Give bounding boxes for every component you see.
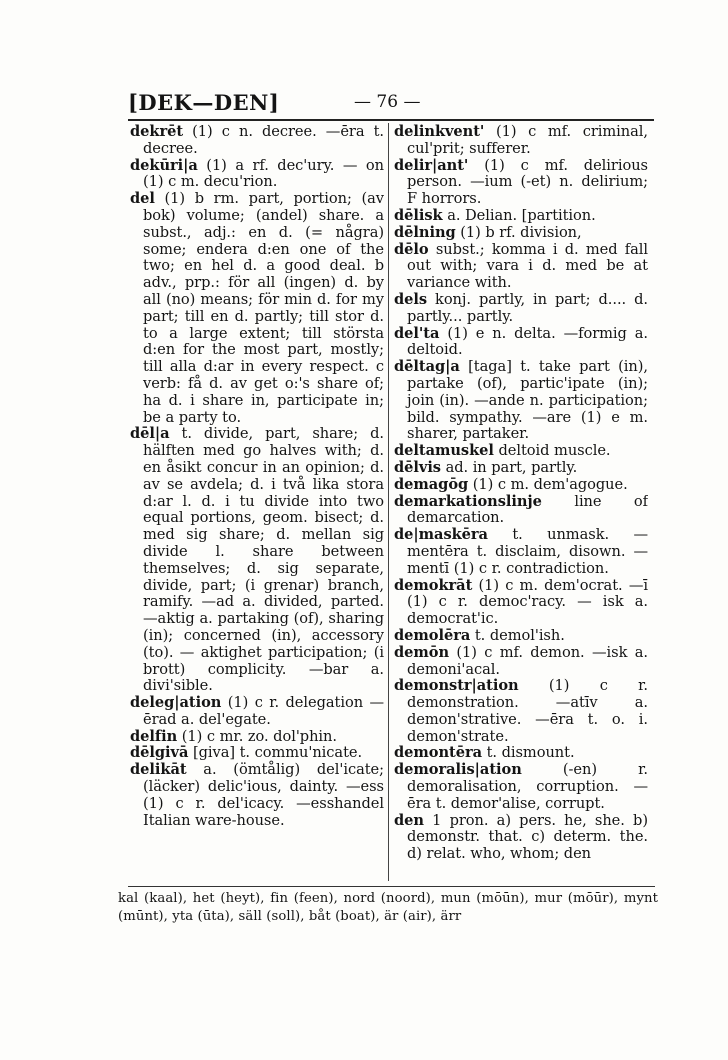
entry-text: (1) c mr. zo. dol'phin.	[177, 727, 337, 745]
headword: demokrāt	[394, 576, 473, 594]
headword: deleg|ation	[130, 694, 222, 712]
entry-text: (1) b rm. part, portion; (av bok) volume; (andel) share. a subst., adj.: en d. (= några) some; endera d:en one of the two; en hel d. a good deal. b adv., prp.: för all (ingen) d. by all (no) means; för min d. for my part; till en d. partly; till stor d. to a large extent; till största d:en for the most part, mostly; till alla d:ar in every respect. c verb: få d. av get o:'s share of; ha d. i share in, participate in; be a party to.	[143, 190, 384, 426]
header-range: [DEK—DEN]	[128, 90, 280, 115]
page-header	[128, 90, 568, 120]
headword: dēltag|a	[394, 358, 460, 376]
dictionary-entry	[394, 527, 648, 577]
headword: dēlo	[394, 240, 429, 258]
dictionary-entry	[394, 578, 648, 628]
headword: demontēra	[394, 744, 482, 762]
headword: demoralis|ation	[394, 761, 522, 779]
entry-text: t. divide, part, share; d. hälften med go halves with; d. en åsikt concur in an opinion; d. av se avdela; d. i två lika stora d:ar l. d. i tu divide into two equal portions, geom. bisect; d. med sig share; d. mellan sig divide l. share between themselves; d. sig separate, divide, part; (i grenar) branch, ramify. —ad a. divided, parted. —aktig a. partaking (of), sharing (in); concerned (in), accessory (to). — aktighet participation; (i brott) complicity. —bar a. divi'sible.	[143, 425, 384, 695]
entry-text: (1) a rf. dec'ury. — on (1) c m. decu'rion.	[143, 156, 384, 191]
headword: delinkvent'	[394, 124, 485, 140]
dictionary-entry	[394, 678, 648, 745]
headword: dēlvis	[394, 458, 441, 476]
dictionary-entry	[394, 628, 648, 645]
headword: demonstr|ation	[394, 677, 519, 695]
header-rule	[128, 119, 654, 121]
entry-text: line of demarcation.	[407, 492, 648, 527]
dictionary-entry	[394, 443, 648, 460]
entry-text: t. unmask. —mentēra t. disclaim, disown. — mentī (1) c r. contradiction.	[407, 526, 648, 577]
headword: delfin	[130, 727, 178, 745]
headword: demōn	[394, 643, 450, 661]
headword: del	[130, 190, 155, 208]
entry-text: (1) c mf. criminal, cul'prit; sufferer.	[407, 124, 648, 157]
dictionary-entry	[394, 292, 648, 326]
entry-text: (1) c r. demonstration. —atīv a. demon'strative. —ēra t. o. i. demon'strate.	[407, 677, 648, 745]
dictionary-entry	[394, 762, 648, 812]
entry-text: (1) c mf. delirious person. —ium (-et) n. delirium; F horrors.	[407, 156, 648, 208]
entry-text: konj. partly, in part; d.... d. partly... partly.	[407, 290, 648, 325]
left-column	[130, 124, 384, 884]
entry-text: ad. in part, partly.	[440, 458, 578, 476]
headword: dēlgivā	[130, 744, 189, 762]
dictionary-entry	[130, 762, 384, 829]
headword: dēlning	[394, 223, 456, 241]
dictionary-entry	[394, 477, 648, 494]
headword: demagōg	[394, 475, 469, 493]
dictionary-entry	[394, 813, 648, 863]
headword: dekūri|a	[130, 156, 198, 174]
dictionary-entry	[130, 729, 384, 746]
headword: dekrēt	[130, 124, 184, 140]
dictionary-entry	[130, 426, 384, 695]
headword: delir|ant'	[394, 156, 469, 174]
entry-text: a. (ömtålig) del'icate; (läcker) delic'ious, dainty. —ess (1) c r. del'icacy. —esshandel Italian ware-house.	[143, 761, 384, 829]
entry-text: subst.; komma i d. med fall out with; vara i d. med be at variance with.	[407, 240, 648, 292]
dictionary-entry	[394, 242, 648, 292]
entry-text: deltoid muscle.	[493, 442, 611, 460]
dictionary-entry	[130, 695, 384, 729]
headword: del'ta	[394, 324, 440, 342]
entry-text: t. dismount.	[482, 744, 575, 762]
dictionary-entry	[394, 158, 648, 208]
entry-text: (1) b rf. division,	[455, 223, 582, 241]
dictionary-entry	[394, 645, 648, 679]
dictionary-entry	[394, 494, 648, 528]
entry-text: [taga] t. take part (in), partake (of), partic'ipate (in); join (in). —ande n. participation; bild. sympathy. —are (1) e m. sharer, partaker.	[407, 358, 648, 443]
headword: dels	[394, 290, 428, 308]
entry-text: (1) c m. dem'ocrat. —ī (1) c r. democ'racy. — isk a. democrat'ic.	[407, 576, 648, 628]
column-divider	[388, 123, 389, 881]
headword: deltamuskel	[394, 442, 494, 460]
pronunciation-key: kal (kaal), het (heyt), fin (feen), nord (noord), mun (mōūn), mur (mōūr), mynt (mūnt), yta (ūta), säll (soll), båt (boat), är (air), ärr	[118, 891, 658, 924]
dictionary-entry	[130, 745, 384, 762]
entry-text: (-en) r. demoralisation, corruption. — ēra t. demor'alise, corrupt.	[407, 761, 648, 812]
dictionary-entry	[394, 208, 648, 225]
entry-text: (1) c mf. demon. —isk a. demoni'acal.	[407, 643, 648, 678]
entry-text: (1) c n. decree. —ēra t. decree.	[143, 124, 384, 157]
entry-text: (1) c r. delegation —ērad a. del'egate.	[143, 694, 384, 728]
entry-text: a. Delian. [partition.	[442, 206, 596, 224]
dictionary-entry	[130, 158, 384, 192]
headword: den	[394, 811, 424, 829]
dictionary-entry	[394, 460, 648, 477]
headword: dēlisk	[394, 206, 443, 224]
headword: dēl|a	[130, 425, 170, 443]
headword: delikāt	[130, 761, 187, 779]
headword: de|maskēra	[394, 526, 488, 544]
dictionary-entry	[394, 124, 648, 158]
entry-text: (1) c m. dem'agogue.	[468, 475, 628, 493]
dictionary-entry	[394, 745, 648, 762]
headword: demolēra	[394, 626, 471, 644]
dictionary-entry	[130, 191, 384, 426]
entry-text: (1) e n. delta. —formig a. deltoid.	[407, 324, 648, 359]
entry-text: [giva] t. commu'nicate.	[188, 744, 363, 762]
dictionary-entry	[394, 326, 648, 360]
dictionary-entry	[394, 359, 648, 443]
entry-text: 1 pron. a) pers. he, she. b) demonstr. that. c) determ. the. d) relat. who, whom; den	[407, 811, 648, 863]
right-column	[394, 124, 648, 884]
dictionary-entry	[130, 124, 384, 158]
entry-text: t. demol'ish.	[470, 626, 565, 644]
headword: demarkationslinje	[394, 492, 542, 510]
dictionary-entry	[394, 225, 648, 242]
page-number: — 76 —	[354, 92, 421, 112]
footer-rule	[128, 886, 655, 887]
